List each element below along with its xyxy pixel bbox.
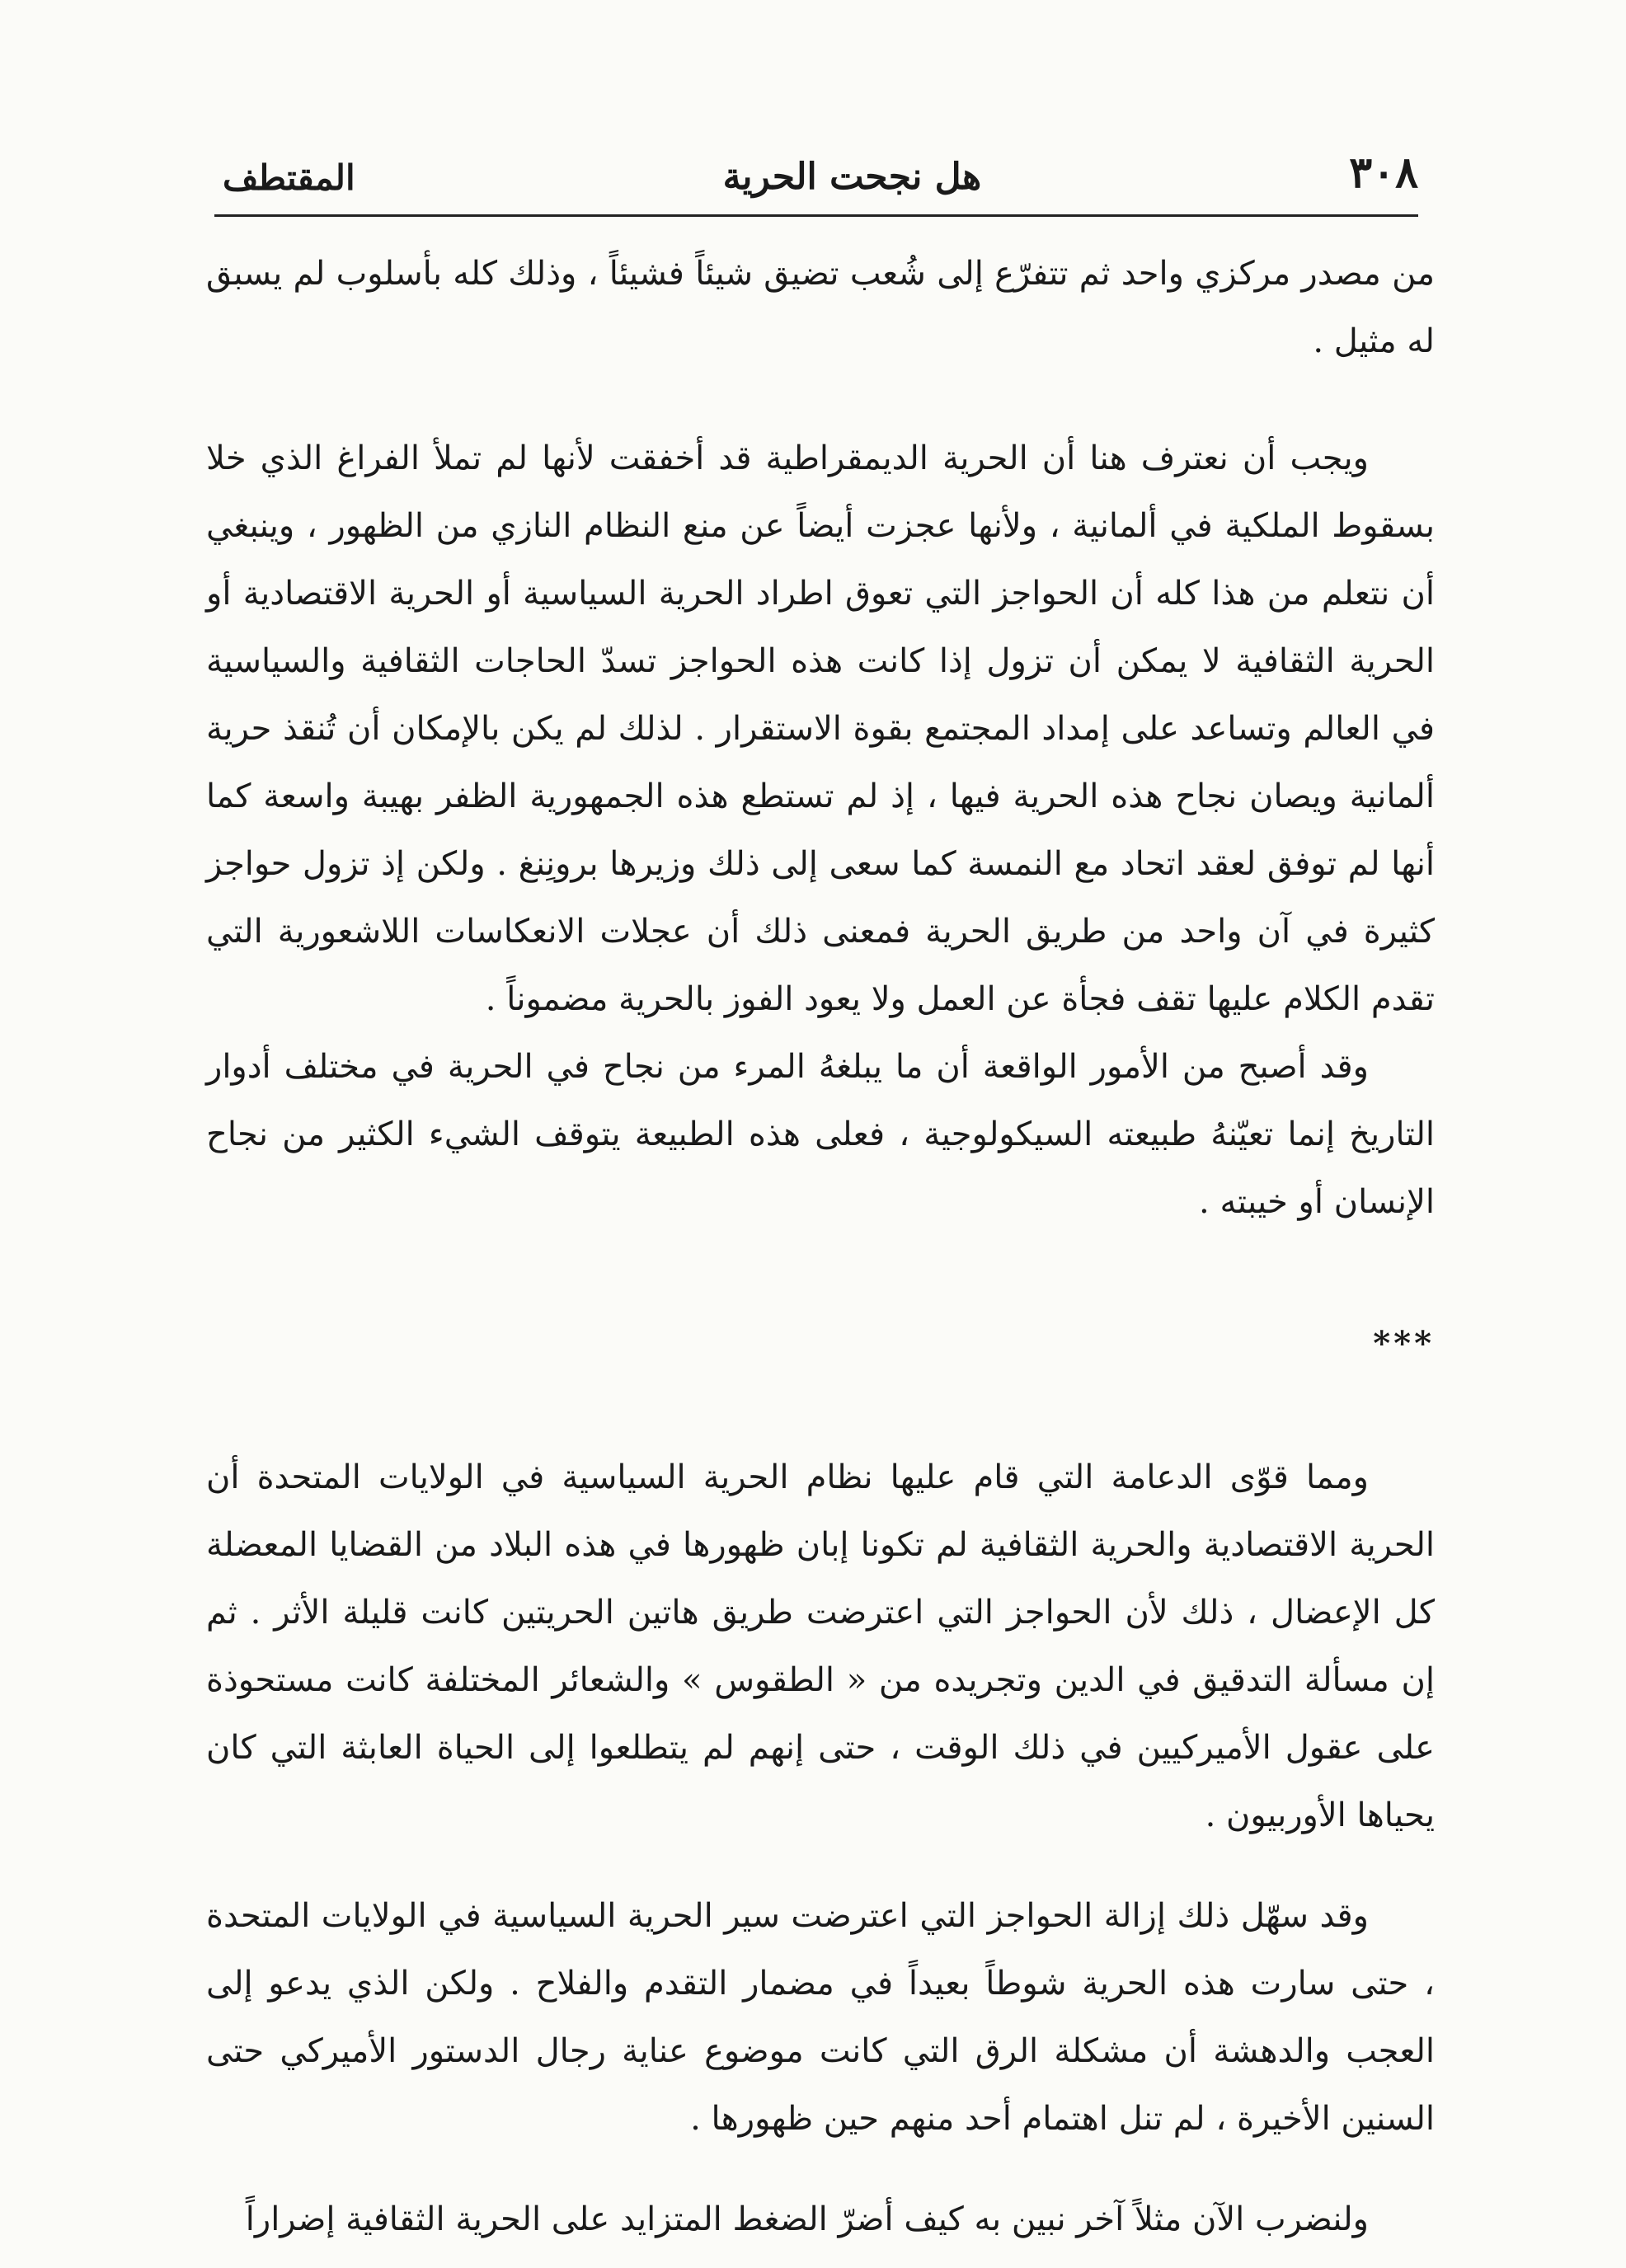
- paragraph: ومما قوّى الدعامة التي قام عليها نظام الحرية السياسية في الولايات المتحدة أن الحرية الاقتصادية والحرية الثقافية لم تكونا إبان ظهورها في هذه البلاد من القضايا المعضلة كل الإعضال ، ذلك لأن الحواجز التي اعترضت طريق هاتين الحريتين كانت قليلة الأثر . ثم إن مسألة التدقيق في الدين وتجريده من « الطقوس » والشعائر المختلفة كانت مستحوذة على عقول الأميركيين في ذلك الوقت ، حتى إنهم لم يتطلعوا إلى الحياة العابثة التي كان يحياها الأوربيون .: [206, 1458, 1435, 1834]
- running-header: [206, 140, 1435, 204]
- paragraph-continuation: من مصدر مركزي واحد ثم تتفرّع إلى شُعب تضيق شيئاً فشيئاً ، وذلك كله بأسلوب لم يسبق له مثيل .: [206, 255, 1435, 360]
- journal-name: المقتطف: [223, 157, 355, 198]
- paragraph: وقد سهّل ذلك إزالة الحواجز التي اعترضت سير الحرية السياسية في الولايات المتحدة ، حتى سارت هذه الحرية شوطاً بعيداً في مضمار التقدم والفلاح . ولكن الذي يدعو إلى العجب والدهشة أن مشكلة الرق التي كانت موضوع عناية رجال الدستور الأميركي حتى السنين الأخيرة ، لم تنل اهتمام أحد منهم حين ظهورها .: [206, 1897, 1435, 2138]
- document-page: [206, 140, 1435, 2238]
- paragraph: ولنضرب الآن مثلاً آخر نبين به كيف أضرّ الضغط المتزايد على الحرية الثقافية إضراراً: [245, 2200, 1369, 2238]
- header-rule: [214, 214, 1418, 217]
- article-title: هل نجحت الحرية: [722, 156, 982, 198]
- section-separator: ***: [1373, 1324, 1435, 1363]
- paragraph: ويجب أن نعترف هنا أن الحرية الديمقراطية قد أخفقت لأنها لم تملأ الفراغ الذي خلا بسقوط الملكية في ألمانية ، ولأنها عجزت أيضاً عن منع النظام النازي من الظهور ، وينبغي أن نتعلم من هذا كله أن الحواجز التي تعوق اطراد الحرية السياسية أو الحرية الاقتصادية أو الحرية الثقافية لا يمكن أن تزول إذا كانت هذه الحواجز تسدّ الحاجات الثقافية والسياسية في العالم وتساعد على إمداد المجتمع بقوة الاستقرار . لذلك لم يكن بالإمكان أن تُنقذ حرية ألمانية ويصان نجاح هذه الحرية فيها ، إذ لم تستطع هذه الجمهورية الظفر بهيبة واسعة كما أنها لم توفق لعقد اتحاد مع النمسة كما سعى إلى ذلك وزيرها برونِنغ . ولكن إذ تزول حواجز كثيرة في آن واحد من طريق الحرية فمعنى ذلك أن عجلات الانعكاسات اللاشعورية التي تقدم الكلام عليها تقف فجأة عن العمل ولا يعود الفوز بالحرية مضموناً .: [206, 439, 1435, 1018]
- article-body: [206, 240, 1435, 2253]
- paragraph: وقد أصبح من الأمور الواقعة أن ما يبلغهُ المرء من نجاح في الحرية في مختلف أدوار التاريخ إنما تعيّنهُ طبيعته السيكولوجية ، فعلى هذه الطبيعة يتوقف الشيء الكثير من نجاح الإنسان أو خيبته .: [206, 1048, 1435, 1221]
- page-number: ٣٠٨: [1349, 148, 1418, 198]
